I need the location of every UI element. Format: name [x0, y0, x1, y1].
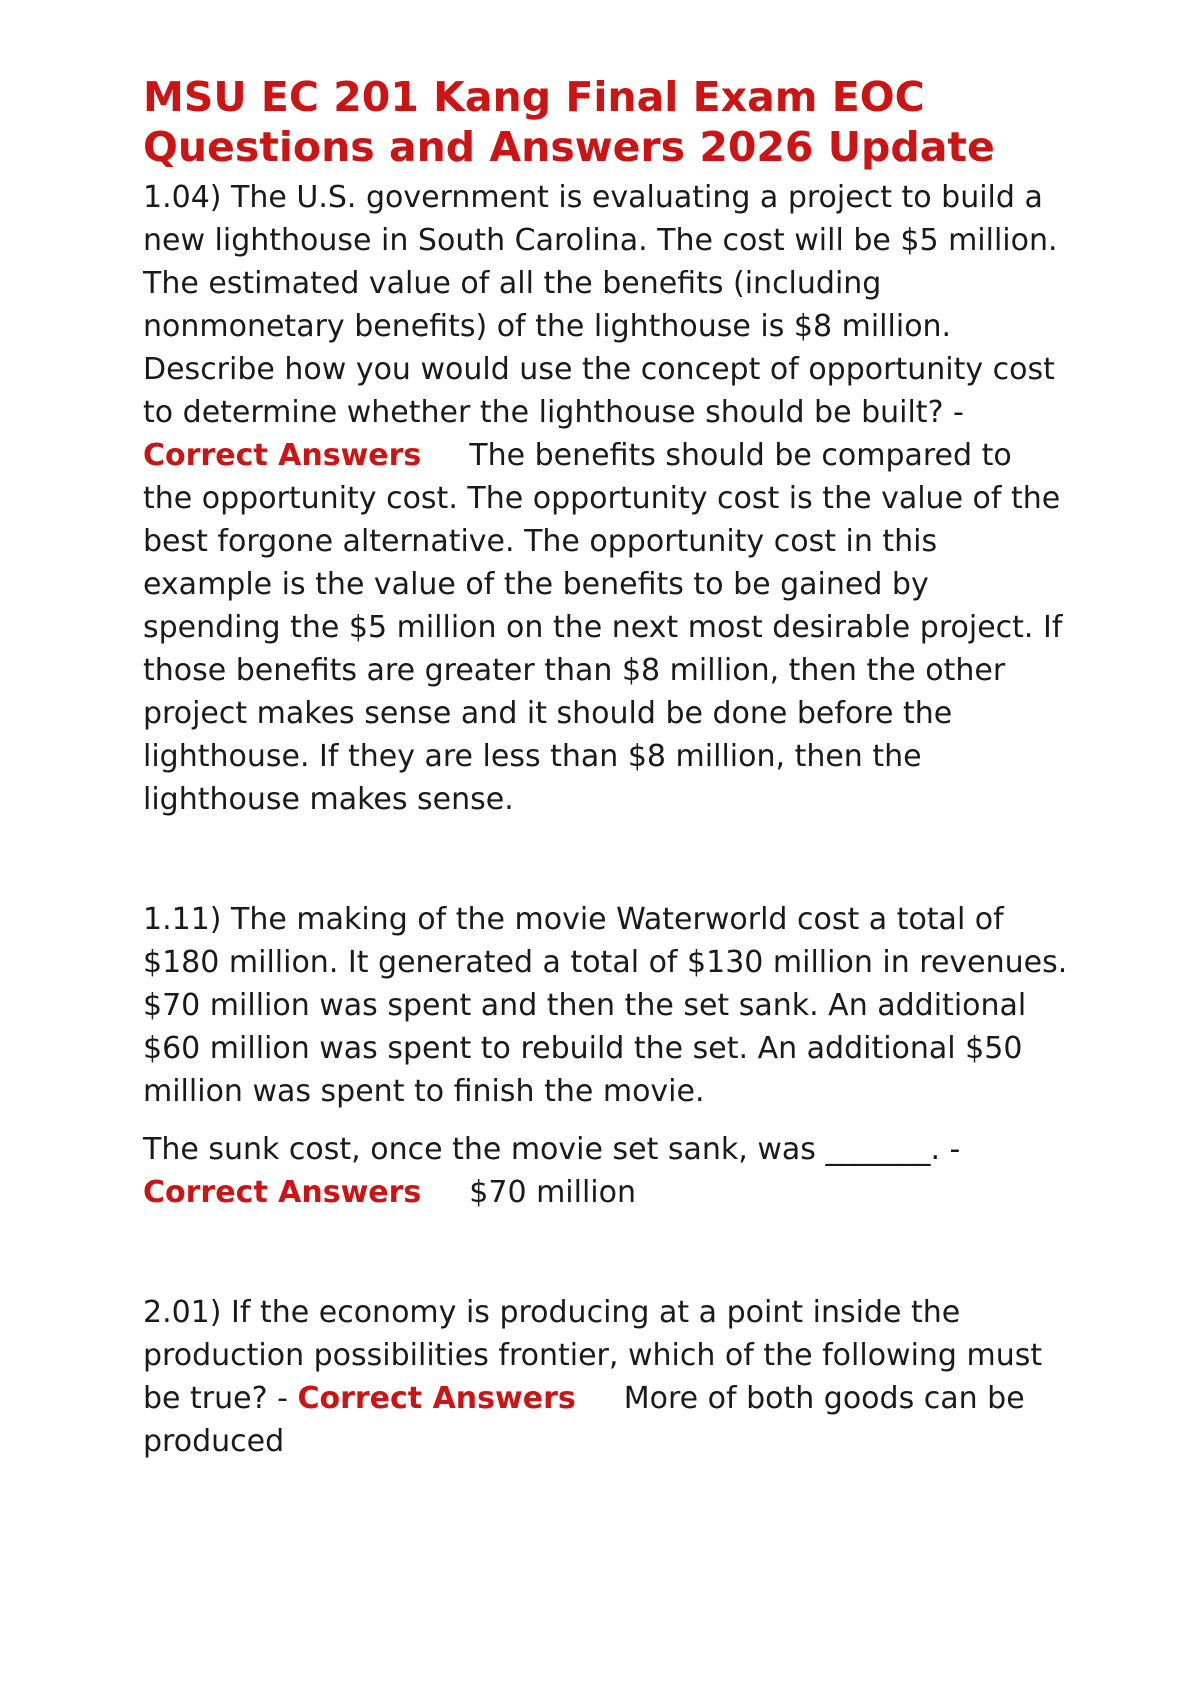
question-text: 2.01) If the economy is producing at a point inside the production possibilities frontier, which of the following must be true? -	[143, 1295, 1043, 1416]
correct-answers-label: Correct Answers	[297, 1381, 576, 1416]
qa-item-2	[143, 898, 1070, 1214]
document-title: MSU EC 201 Kang Final Exam EOC Questions and Answers 2026 Update	[143, 73, 995, 171]
answer-text: More of both goods can be produced	[143, 1381, 1025, 1459]
qa-item-3	[143, 1291, 1070, 1463]
question-text: 1.11) The making of the movie Waterworld cost a total of $180 million. It generated a total of $130 million in revenues. $70 million was spent and then the set sank. An additional $60 million was spent to rebuild the set. An additional $50 million was spent to finish the movie.	[143, 902, 1068, 1109]
qa-item-1	[143, 176, 1070, 821]
question-text: 1.04) The U.S. government is evaluating a project to build a new lighthouse in South Carolina. The cost will be $5 million. The estimated value of all the benefits (including nonmonetary benefits) of the lighthouse is $8 million. Describe how you would use the concept of opportunity cost to determine whether the lighthouse should be built? -	[143, 180, 1058, 430]
answer-text: $70 million	[469, 1175, 637, 1210]
answer-text: The benefits should be compared to the opportunity cost. The opportunity cost is the value of the best forgone alternative. The opportunity cost in this example is the value of the benefits to be gained by spending the $5 million on the next most desirable project. If those benefits are greater than $8 million, then the other project makes sense and it should be done before the lighthouse. If they are less than $8 million, then the lighthouse makes sense.	[143, 438, 1063, 817]
question-text-part2: The sunk cost, once the movie set sank, was _______. -	[143, 1132, 961, 1167]
correct-answers-label: Correct Answers	[143, 438, 422, 473]
correct-answers-label: Correct Answers	[143, 1175, 422, 1210]
qa-paragraph	[143, 1128, 1070, 1214]
qa-paragraph	[143, 176, 1070, 821]
qa-paragraph	[143, 1291, 1070, 1463]
